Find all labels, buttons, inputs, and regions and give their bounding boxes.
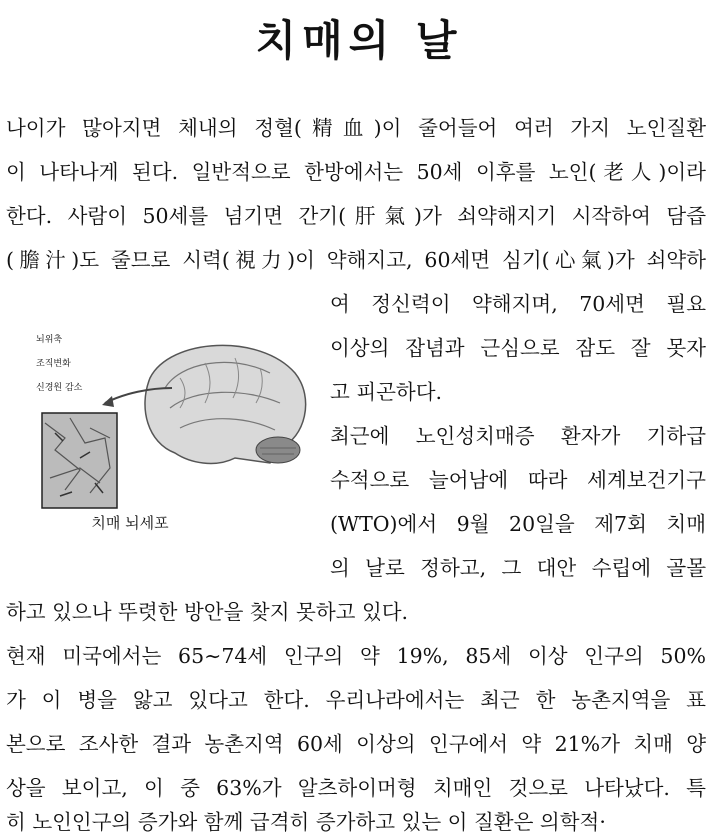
text-line: (WTO)에서 9월 20일을 제7회 치매 bbox=[330, 512, 706, 536]
text-line: 고 피곤하다. bbox=[330, 380, 443, 404]
figure-label: 신경원 감소 bbox=[36, 383, 83, 393]
figure-label: 뇌위축 bbox=[36, 335, 63, 345]
figure-label: 조직변화 bbox=[36, 359, 71, 369]
text-line: 이 나타나게 된다. 일반적으로 한방에서는 50세 이후를 노인(老人)이라 bbox=[6, 160, 706, 184]
text-line: 의 날로 정하고, 그 대안 수립에 골몰 bbox=[330, 556, 706, 580]
text-line: 상을 보이고, 이 중 63%가 알츠하이머형 치매인 것으로 나타났다. 특 bbox=[6, 776, 706, 800]
text-line: 가 이 병을 앓고 있다고 한다. 우리나라에서는 최근 한 농촌지역을 표 bbox=[6, 688, 706, 712]
text-line: 이상의 잡념과 근심으로 잠도 잘 못자 bbox=[330, 336, 706, 360]
text-line: 히 노인인구의 증가와 함께 급격히 증가하고 있는 이 질환은 의학적· bbox=[6, 810, 606, 834]
text-line: 한다. 사람이 50세를 넘기면 간기(肝氣)가 쇠약해지기 시작하여 담즙 bbox=[6, 204, 706, 228]
text-line: 나이가 많아지면 체내의 정혈(精血)이 줄어들어 여러 가지 노인질환 bbox=[6, 116, 706, 140]
text-line: (膽汁)도 줄므로 시력(視力)이 약해지고, 60세면 심기(心氣)가 쇠약하 bbox=[6, 248, 706, 272]
page-title: 치매의 날 bbox=[255, 16, 463, 65]
text-line: 최근에 노인성치매증 환자가 기하급 bbox=[330, 424, 706, 448]
text-line: 여 정신력이 약해지며, 70세면 필요 bbox=[330, 292, 706, 316]
text-line: 하고 있으나 뚜렷한 방안을 찾지 못하고 있다. bbox=[6, 600, 409, 624]
text-line: 수적으로 늘어남에 따라 세계보건기구 bbox=[330, 468, 706, 492]
figure-caption: 치매 뇌세포 bbox=[91, 514, 169, 532]
brain-figure bbox=[30, 318, 320, 538]
brain-illustration bbox=[30, 318, 320, 518]
text-line: 본으로 조사한 결과 농촌지역 60세 이상의 인구에서 약 21%가 치매 양 bbox=[6, 732, 706, 756]
text-line: 현재 미국에서는 65∼74세 인구의 약 19%, 85세 이상 인구의 50% bbox=[6, 644, 706, 668]
